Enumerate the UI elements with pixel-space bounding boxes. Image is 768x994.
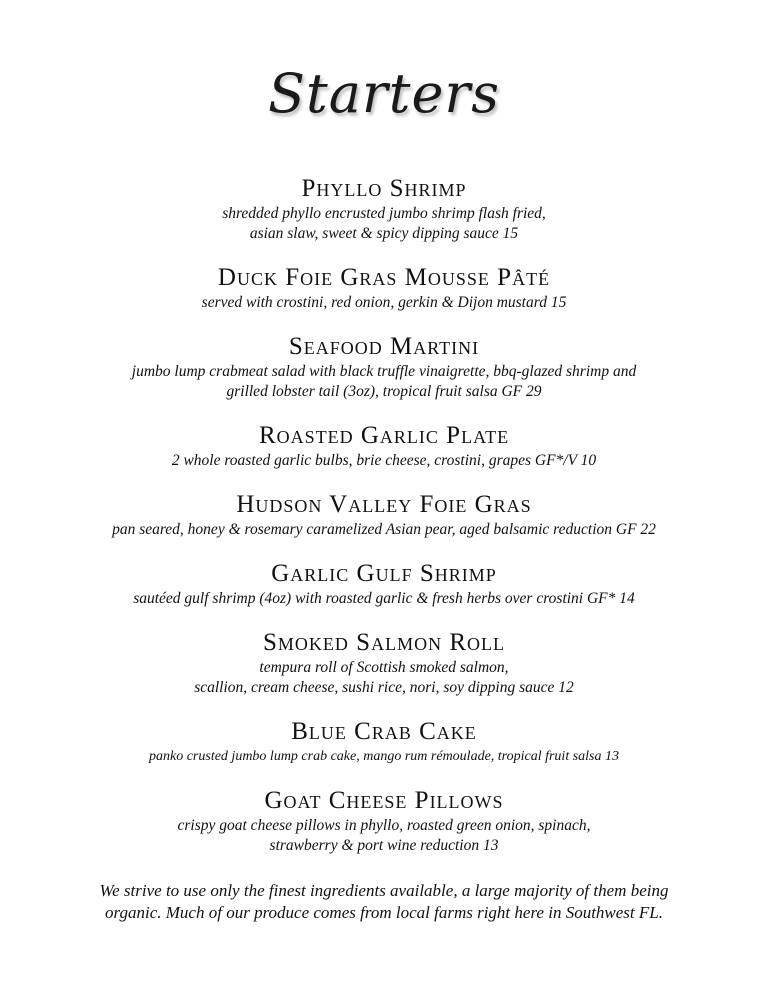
starters-list xyxy=(0,174,768,875)
menu-item xyxy=(0,490,768,540)
menu-item xyxy=(0,421,768,471)
menu-item-description xyxy=(0,293,768,313)
menu-item xyxy=(0,786,768,856)
description-line: jumbo lump crabmeat salad with black truffle vinaigrette, bbq-glazed shrimp and xyxy=(131,363,637,380)
menu-item xyxy=(0,628,768,698)
menu-item-name: Roasted Garlic Plate xyxy=(258,422,510,449)
description-line: pan seared, honey & rosemary caramelized Asian pear, aged balsamic reduction GF 22 xyxy=(112,521,656,538)
description-line: 2 whole roasted garlic bulbs, brie cheese, crostini, grapes GF*/V 10 xyxy=(171,452,597,469)
menu-item-name: Blue Crab Cake xyxy=(291,718,477,745)
menu-item xyxy=(0,559,768,609)
menu-item-name: Seafood Martini xyxy=(288,333,480,360)
sourcing-note-line: organic. Much of our produce comes from local farms right here in Southwest FL. xyxy=(105,903,663,922)
description-line: served with crostini, red onion, gerkin & Dijon mustard 15 xyxy=(201,294,567,311)
menu-item-name: Goat Cheese Pillows xyxy=(264,787,504,814)
menu-item-description xyxy=(0,451,768,471)
description-line: panko crusted jumbo lump crab cake, mango rum rémoulade, tropical fruit salsa 13 xyxy=(149,749,619,764)
menu-item-name: Garlic Gulf Shrimp xyxy=(271,560,497,587)
menu-item-description xyxy=(0,658,768,698)
description-line: asian slaw, sweet & spicy dipping sauce 15 xyxy=(249,225,519,242)
description-line: sautéed gulf shrimp (4oz) with roasted garlic & fresh herbs over crostini GF* 14 xyxy=(133,590,635,607)
description-line: grilled lobster tail (3oz), tropical fruit salsa GF 29 xyxy=(226,383,542,400)
menu-item-description xyxy=(0,520,768,540)
description-line: shredded phyllo encrusted jumbo shrimp flash fried, xyxy=(222,205,546,222)
description-line: strawberry & port wine reduction 13 xyxy=(269,837,499,854)
menu-item-name: Hudson Valley Foie Gras xyxy=(236,491,532,518)
menu-item-name: Smoked Salmon Roll xyxy=(263,629,505,656)
description-line: crispy goat cheese pillows in phyllo, roasted green onion, spinach, xyxy=(177,817,591,834)
menu-item xyxy=(0,174,768,244)
menu-item xyxy=(0,717,768,767)
menu-item-description xyxy=(0,816,768,856)
menu-item xyxy=(0,332,768,402)
sourcing-note-line: We strive to use only the finest ingredients available, a large majority of them being xyxy=(99,881,669,900)
description-line: scallion, cream cheese, sushi rice, nori, soy dipping sauce 12 xyxy=(194,679,574,696)
description-line: tempura roll of Scottish smoked salmon, xyxy=(259,659,509,676)
menu-item-description xyxy=(0,589,768,609)
menu-item-description xyxy=(0,747,768,767)
menu-item xyxy=(0,263,768,313)
page-title: Starters xyxy=(268,62,500,125)
menu-item-description xyxy=(0,204,768,244)
menu-item-name: Duck Foie Gras Mousse Pâté xyxy=(217,264,551,291)
menu-item-description xyxy=(0,362,768,402)
menu-item-name: Phyllo Shrimp xyxy=(301,175,467,202)
sourcing-note xyxy=(0,880,768,924)
